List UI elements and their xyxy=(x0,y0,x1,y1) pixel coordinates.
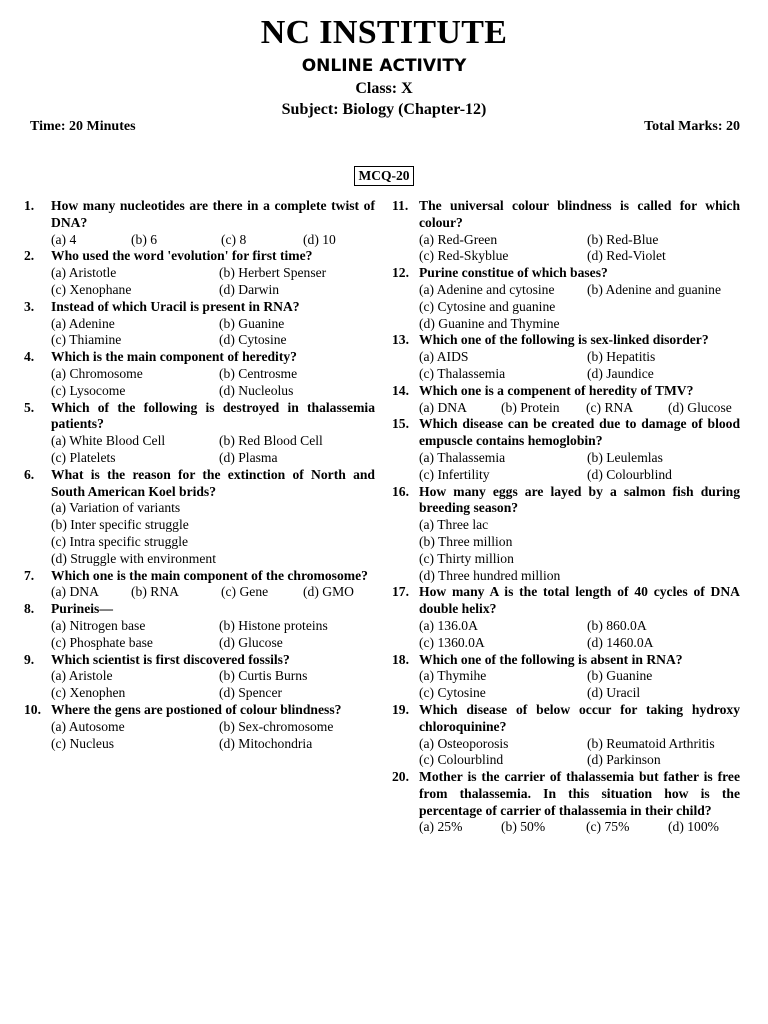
question-text: Mother is the carrier of thalassemia but father is free from thalassemia. In this situation how is the percentage of carrier of thalassemia in their child? xyxy=(419,769,740,818)
answer-option: (d) Mitochondria xyxy=(219,735,313,751)
answer-option: (c) Xenophen xyxy=(51,685,126,701)
question-text: Which disease of below occur for taking hydroxy chloroquinine? xyxy=(419,701,740,734)
answer-option: (c) 1360.0A xyxy=(419,634,485,650)
question-number: 13. xyxy=(392,332,409,348)
answer-options xyxy=(51,500,375,567)
time-label: Time: 20 Minutes xyxy=(30,119,136,134)
answer-option: (a) Aristotle xyxy=(51,265,117,281)
answer-option: (b) 6 xyxy=(131,231,158,247)
answer-options xyxy=(419,668,740,702)
answer-option: (c) Xenophane xyxy=(51,281,132,297)
question-item xyxy=(392,769,740,836)
question-text: Which is the main component of heredity? xyxy=(51,349,297,365)
question-number: 7. xyxy=(24,567,35,583)
question-item xyxy=(24,198,375,248)
answer-option: (d) Glucose xyxy=(219,634,283,650)
answer-option: (b) Curtis Burns xyxy=(219,668,308,684)
question-number: 12. xyxy=(392,265,409,281)
answer-option: (d) Struggle with environment xyxy=(51,550,216,566)
question-text: Which one is a compenent of heredity of TMV? xyxy=(419,382,694,398)
answer-option: (b) Guanine xyxy=(219,315,285,331)
question-item xyxy=(24,652,375,702)
questions-right-column xyxy=(392,198,740,836)
question-number: 8. xyxy=(24,601,35,617)
question-text: What is the reason for the extinction of North and South American Koel brids? xyxy=(51,466,375,499)
answer-option: (c) Colourblind xyxy=(419,752,504,768)
answer-option: (d) Jaundice xyxy=(587,365,654,381)
answer-option: (d) 1460.0A xyxy=(587,634,654,650)
question-text: Which one of the following is absent in RNA? xyxy=(419,651,683,667)
question-item xyxy=(24,467,375,568)
question-item xyxy=(392,332,740,382)
question-number: 10. xyxy=(24,701,41,717)
activity-title: ONLINE ACTIVITY xyxy=(301,56,467,76)
answer-options xyxy=(419,517,740,584)
question-text: Which disease can be created due to damage of blood empuscle contains hemoglobin? xyxy=(419,416,740,449)
answer-options xyxy=(51,719,375,753)
question-number: 14. xyxy=(392,382,409,398)
answer-options xyxy=(419,819,740,836)
answer-option: (b) Inter specific struggle xyxy=(51,517,189,533)
question-text: Which one of the following is sex-linked disorder? xyxy=(419,332,709,348)
question-item xyxy=(392,584,740,651)
answer-option: (b) Histone proteins xyxy=(219,617,328,633)
answer-options xyxy=(51,316,375,350)
answer-option: (a) Three lac xyxy=(419,517,489,533)
answer-option: (b) Reumatoid Arthritis xyxy=(587,735,715,751)
answer-option: (c) Infertility xyxy=(419,466,490,482)
answer-option: (d) GMO xyxy=(303,584,354,600)
question-item xyxy=(24,299,375,349)
answer-option: (a) AIDS xyxy=(419,349,469,365)
question-number: 3. xyxy=(24,298,35,314)
answer-option: (d) Glucose xyxy=(668,399,732,415)
question-item xyxy=(392,652,740,702)
question-item xyxy=(392,265,740,332)
question-number: 9. xyxy=(24,651,35,667)
question-number: 4. xyxy=(24,349,35,365)
answer-option: (d) 10 xyxy=(303,231,336,247)
answer-option: (d) 100% xyxy=(668,819,719,835)
answer-options xyxy=(51,433,375,467)
answer-options xyxy=(51,232,375,249)
answer-options xyxy=(51,265,375,299)
answer-option: (c) Thiamine xyxy=(51,332,122,348)
answer-option: (a) Aristole xyxy=(51,668,113,684)
answer-option: (b) Adenine and guanine xyxy=(587,281,722,297)
question-text: Instead of which Uracil is present in RNA? xyxy=(51,298,300,314)
answer-options xyxy=(51,584,375,601)
answer-options xyxy=(51,668,375,702)
answer-option: (b) Centrosme xyxy=(219,365,298,381)
answer-option: (d) Uracil xyxy=(587,685,641,701)
answer-option: (d) Plasma xyxy=(219,449,278,465)
answer-option: (b) Protein xyxy=(501,399,560,415)
answer-option: (a) 136.0A xyxy=(419,617,478,633)
answer-options xyxy=(419,400,740,417)
question-text: Which one is the main component of the chromosome? xyxy=(51,567,368,583)
answer-option: (c) 8 xyxy=(221,231,247,247)
answer-option: (c) RNA xyxy=(586,399,634,415)
answer-option: (a) Adenine and cytosine xyxy=(419,281,555,297)
answer-options xyxy=(419,282,740,332)
answer-option: (a) Thymihe xyxy=(419,668,487,684)
question-text: The universal colour blindness is called for which colour? xyxy=(419,198,740,230)
answer-option: (c) Nucleus xyxy=(51,735,115,751)
question-item xyxy=(24,601,375,651)
answer-option: (a) Red-Green xyxy=(419,231,498,247)
answer-option: (d) Three hundred million xyxy=(419,567,561,583)
answer-options xyxy=(51,618,375,652)
answer-option: (b) 860.0A xyxy=(587,617,647,633)
question-item xyxy=(24,568,375,602)
answer-option: (a) DNA xyxy=(51,584,99,600)
question-text: Purineis— xyxy=(51,601,113,617)
answer-options xyxy=(51,366,375,400)
question-number: 15. xyxy=(392,416,409,432)
question-item xyxy=(24,400,375,467)
question-item xyxy=(392,416,740,483)
question-text: How many eggs are layed by a salmon fish during breeding season? xyxy=(419,483,740,516)
answer-options xyxy=(419,232,740,266)
answer-options xyxy=(419,736,740,770)
question-number: 19. xyxy=(392,701,409,717)
question-text: How many nucleotides are there in a complete twist of DNA? xyxy=(51,198,375,230)
answer-option: (a) DNA xyxy=(419,399,467,415)
answer-option: (a) 4 xyxy=(51,231,77,247)
answer-option: (d) Guanine and Thymine xyxy=(419,315,560,331)
answer-option: (c) Gene xyxy=(221,584,269,600)
answer-option: (c) Cytosine and guanine xyxy=(419,298,556,314)
answer-option: (c) 75% xyxy=(586,819,630,835)
subject-line: Subject: Biology (Chapter-12) xyxy=(281,101,487,118)
answer-option: (c) Lysocome xyxy=(51,382,126,398)
answer-option: (a) Chromosome xyxy=(51,365,143,381)
answer-option: (a) Nitrogen base xyxy=(51,617,146,633)
question-number: 6. xyxy=(24,466,35,482)
answer-option: (c) Red-Skyblue xyxy=(419,248,509,264)
question-item xyxy=(392,484,740,585)
answer-option: (d) Red-Violet xyxy=(587,248,666,264)
answer-options xyxy=(419,349,740,383)
answer-option: (d) Nucleolus xyxy=(219,382,294,398)
question-text: Purine constitue of which bases? xyxy=(419,265,608,281)
answer-option: (c) Intra specific struggle xyxy=(51,533,189,549)
answer-option: (b) Sex-chromosome xyxy=(219,718,334,734)
question-number: 11. xyxy=(392,198,409,213)
answer-option: (b) Leulemlas xyxy=(587,449,663,465)
answer-option: (d) Parkinson xyxy=(587,752,661,768)
question-item xyxy=(392,383,740,417)
question-item xyxy=(24,248,375,298)
question-text: Who used the word 'evolution' for first time? xyxy=(51,248,313,264)
question-number: 16. xyxy=(392,483,409,499)
question-number: 18. xyxy=(392,651,409,667)
question-item xyxy=(24,349,375,399)
answer-option: (a) White Blood Cell xyxy=(51,433,166,449)
answer-option: (d) Darwin xyxy=(219,281,280,297)
question-item xyxy=(392,702,740,769)
question-number: 17. xyxy=(392,584,409,600)
question-text: Where the gens are postioned of colour blindness? xyxy=(51,701,342,717)
answer-options xyxy=(419,618,740,652)
answer-option: (b) Red Blood Cell xyxy=(219,433,323,449)
answer-option: (a) Variation of variants xyxy=(51,500,181,516)
answer-option: (c) Thalassemia xyxy=(419,365,506,381)
institute-title: NC INSTITUTE xyxy=(260,14,508,51)
answer-option: (d) Colourblind xyxy=(587,466,672,482)
answer-option: (b) Herbert Spenser xyxy=(219,265,327,281)
question-number: 5. xyxy=(24,399,35,415)
answer-option: (c) Phosphate base xyxy=(51,634,153,650)
answer-option: (b) RNA xyxy=(131,584,179,600)
answer-option: (c) Thirty million xyxy=(419,550,514,566)
question-text: How many A is the total length of 40 cycles of DNA double helix? xyxy=(419,584,740,617)
total-marks-label: Total Marks: 20 xyxy=(644,119,740,134)
answer-option: (a) Adenine xyxy=(51,315,115,331)
answer-option: (c) Platelets xyxy=(51,449,116,465)
answer-option: (b) 50% xyxy=(501,819,546,835)
question-item xyxy=(392,198,740,265)
answer-option: (b) Guanine xyxy=(587,668,653,684)
question-text: Which scientist is first discovered fossils? xyxy=(51,651,290,667)
answer-option: (d) Spencer xyxy=(219,685,283,701)
question-item xyxy=(24,702,375,752)
class-line: Class: X xyxy=(355,80,413,97)
answer-options xyxy=(419,450,740,484)
questions-left-column xyxy=(24,198,375,752)
mcq-badge: MCQ-20 xyxy=(354,166,414,186)
answer-option: (b) Hepatitis xyxy=(587,349,656,365)
question-number: 1. xyxy=(24,198,35,213)
answer-option: (a) Autosome xyxy=(51,718,125,734)
answer-option: (b) Three million xyxy=(419,533,513,549)
answer-option: (a) Thalassemia xyxy=(419,449,506,465)
question-text: Which of the following is destroyed in thalassemia patients? xyxy=(51,399,375,432)
question-number: 2. xyxy=(24,248,35,264)
question-number: 20. xyxy=(392,769,409,785)
answer-option: (a) 25% xyxy=(419,819,463,835)
answer-option: (c) Cytosine xyxy=(419,685,486,701)
answer-option: (d) Cytosine xyxy=(219,332,287,348)
answer-option: (b) Red-Blue xyxy=(587,231,659,247)
answer-option: (a) Osteoporosis xyxy=(419,735,509,751)
